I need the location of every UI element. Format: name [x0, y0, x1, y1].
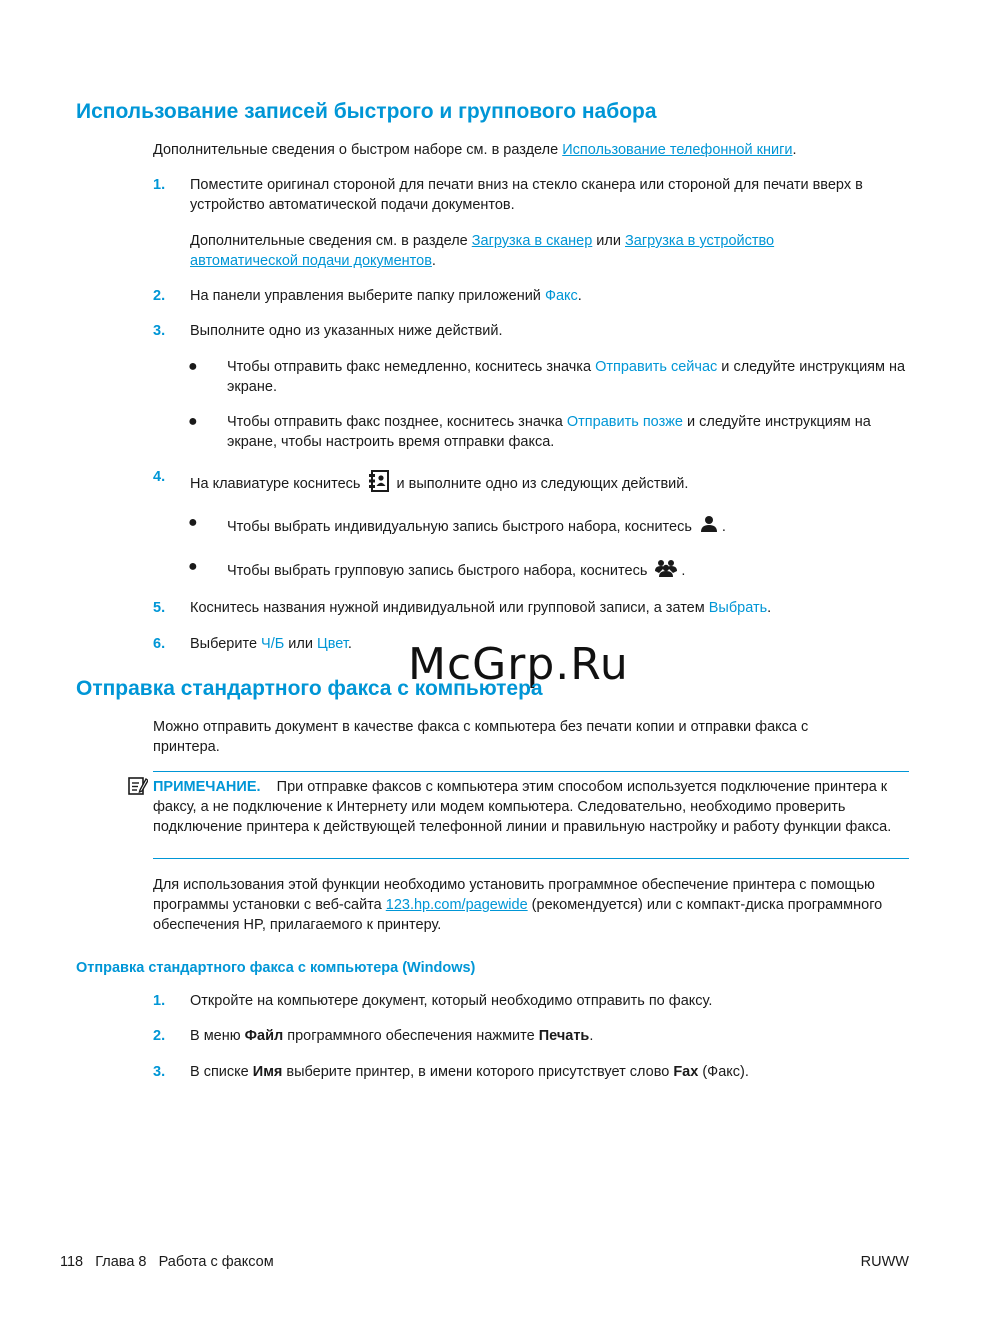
note-label: ПРИМЕЧАНИЕ.	[153, 779, 261, 795]
note-top-rule	[153, 771, 909, 772]
fax-word: Fax	[673, 1064, 699, 1080]
step-text	[190, 286, 910, 306]
intro-paragraph: Можно отправить документ в качестве факса с компьютера без печати копии и отправки факса с принтера.	[153, 719, 809, 755]
step-text: Поместите оригинал стороной для печати вниз на стекло сканера или стороной для печати вверх в устройство автоматической подачи документов.	[190, 177, 863, 213]
step-number: 3.	[153, 323, 166, 339]
adf-link[interactable]: Загрузка в устройство автоматической подачи документов	[190, 233, 775, 269]
note-text	[153, 777, 909, 837]
step-text-pre: На клавиатуре коснитесь	[190, 475, 365, 492]
section-title: Использование записей быстрого и группового набора	[76, 100, 657, 123]
step-text	[190, 470, 910, 498]
step-text-mid: программного обеспечения нажмите	[283, 1028, 539, 1044]
step-number: 6.	[153, 636, 166, 652]
step-text	[190, 598, 910, 618]
step-text	[190, 1062, 910, 1082]
bw-label: Ч/Б	[261, 636, 285, 652]
bullet-pre: Чтобы выбрать групповую запись быстрого набора, коснитесь	[227, 562, 652, 579]
bullet-text	[227, 559, 912, 583]
install-pre: Для использования этой функции необходимо установить программное обеспечение принтера с помощью программы установки с веб-сайта	[153, 877, 875, 913]
step-number: 3.	[153, 1064, 166, 1080]
period: .	[431, 253, 436, 269]
step-text-pre: На панели управления выберите папку приложений	[190, 288, 545, 304]
bullet-pre: Чтобы выбрать индивидуальную запись быстрого набора, коснитесь	[227, 518, 696, 535]
step-text-post: и выполните одно из следующих действий.	[392, 475, 689, 492]
send-later-label: Отправить позже	[566, 414, 683, 430]
bullet-text	[227, 357, 912, 397]
bullet-pre: Чтобы отправить факс немедленно, коснитесь значка	[227, 359, 596, 375]
subsection-title: Отправка стандартного факса с компьютера (Windows)	[76, 960, 476, 976]
page-footer-right: RUWW	[860, 1254, 909, 1270]
file-menu-label: Файл	[244, 1028, 284, 1044]
bullet-text	[227, 515, 912, 539]
intro-paragraph	[153, 140, 913, 160]
note-body: При отправке факсов с компьютера этим способом используется подключение принтера к факсу, а не подключение к Интернету или модем компьютера. Следовательно, необходимо проверить подключение принтера к действующей телефонной линии и правильную настройку и работу функции факса.	[153, 779, 892, 835]
bullet: ●	[188, 358, 198, 375]
step-text-pre: В списке	[190, 1064, 253, 1080]
chapter-label: Глава 8	[95, 1254, 147, 1270]
group-icon	[655, 559, 677, 583]
intro-end: .	[792, 142, 797, 158]
bullet-text	[227, 412, 912, 452]
note-icon	[128, 776, 148, 802]
bullet-post: .	[681, 562, 686, 579]
bullet-pre: Чтобы отправить факс позднее, коснитесь значка	[227, 414, 567, 430]
period: .	[589, 1028, 594, 1044]
note-bottom-rule	[153, 858, 909, 859]
bullet-post: и следуйте инструкциям на экране.	[227, 359, 906, 395]
phonebook-icon	[369, 470, 389, 498]
step-text: Выполните одно из указанных ниже действий.	[190, 323, 503, 339]
page-footer-left	[60, 1252, 274, 1272]
bullet-post: .	[721, 518, 726, 535]
step-number: 1.	[153, 993, 166, 1009]
bullet: ●	[188, 413, 198, 430]
phonebook-link[interactable]: Использование телефонной книги	[562, 142, 793, 158]
step-number: 5.	[153, 600, 166, 616]
bullet: ●	[188, 558, 198, 575]
step-text-pre: Коснитесь названия нужной индивидуальной или групповой записи, а затем	[190, 600, 709, 616]
intro-text: Дополнительные сведения о быстром наборе см. в разделе	[153, 142, 563, 158]
watermark: McGrp.Ru	[408, 639, 629, 690]
bullet: ●	[188, 514, 198, 531]
period: .	[347, 636, 352, 652]
page-number: 118	[60, 1254, 84, 1270]
step-text-pre: В меню	[190, 1028, 245, 1044]
install-paragraph	[153, 875, 883, 935]
step-text-mid: выберите принтер, в имени которого присутствует слово	[282, 1064, 674, 1080]
install-post: (рекомендуется) или с компакт-диска программного обеспечения HP, прилагаемого к принтеру.	[153, 897, 883, 933]
or-text: или	[284, 636, 317, 652]
send-now-label: Отправить сейчас	[595, 359, 718, 375]
step-text	[190, 1026, 910, 1046]
period: .	[577, 288, 582, 304]
step-number: 2.	[153, 1028, 166, 1044]
person-icon	[700, 515, 718, 539]
hp-website-link[interactable]: 123.hp.com/pagewide	[385, 897, 528, 913]
step-text: Откройте на компьютере документ, который необходимо отправить по факсу.	[190, 993, 713, 1009]
step-number: 1.	[153, 177, 166, 193]
step-number: 4.	[153, 469, 166, 485]
name-list-label: Имя	[252, 1064, 283, 1080]
scanner-link[interactable]: Загрузка в сканер	[471, 233, 593, 249]
step-number: 2.	[153, 288, 166, 304]
bullet-post: и следуйте инструкциям на экране, чтобы настроить время отправки факса.	[227, 414, 871, 450]
chapter-title: Работа с факсом	[158, 1254, 274, 1270]
or-text: или	[592, 233, 625, 249]
note-text: Дополнительные сведения см. в разделе	[190, 233, 472, 249]
step-text-pre: Выберите	[190, 636, 262, 652]
period: .	[767, 600, 772, 616]
select-label: Выбрать	[708, 600, 768, 616]
fax-app-label: Факс	[544, 288, 578, 304]
step-1-note	[190, 231, 870, 271]
step-text-post: (Факс).	[698, 1064, 749, 1080]
section-title: Отправка стандартного факса с компьютера	[76, 677, 543, 700]
print-label: Печать	[538, 1028, 590, 1044]
color-label: Цвет	[316, 636, 348, 652]
